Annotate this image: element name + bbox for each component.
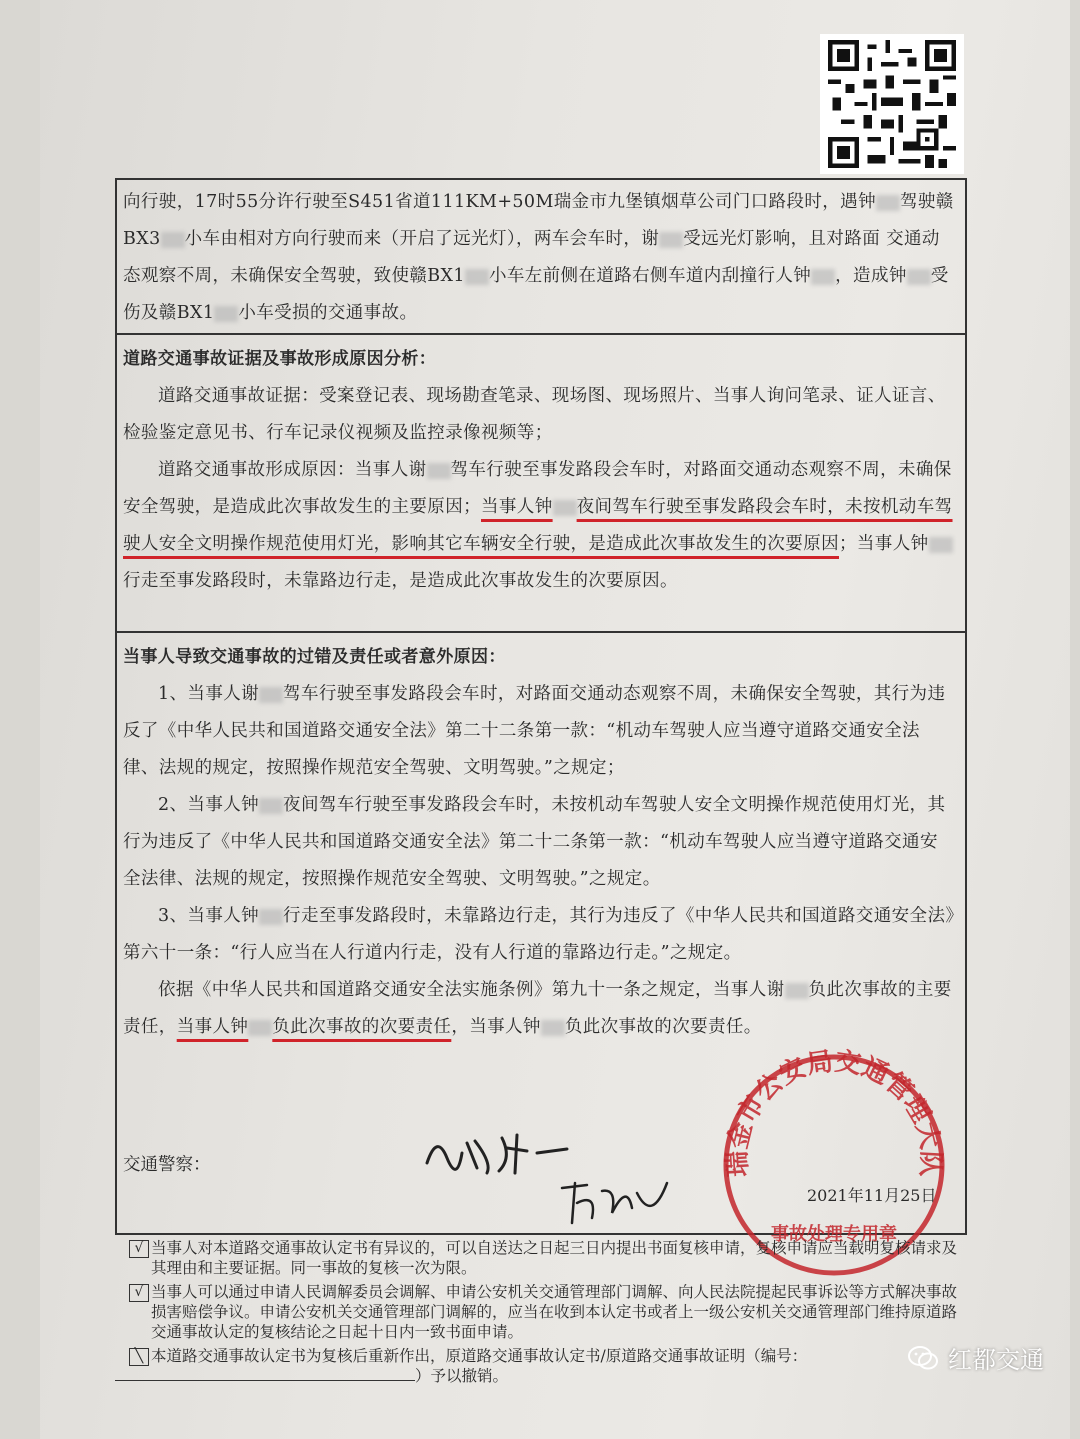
redaction [259, 798, 283, 814]
redaction [259, 687, 283, 703]
desc-line-7: ，造成钟 [835, 266, 907, 286]
redaction [876, 195, 900, 211]
redaction [259, 909, 283, 925]
redaction [465, 269, 489, 285]
fault-item-1: 1、当事人谢 驾车行驶至事发路段会车时，对路面交通动态观察不周，未确保安全驾驶，其行为违反了《中华人民共和国道路交通安全法》第二十二条第一款：“机动车驾驶人应当遵守道路交通安全法律、法规的规定，按照操作规范安全驾驶、文明驾驶。”之规定； [123, 684, 946, 778]
checkbox-struck: ╲ [129, 1348, 149, 1366]
highlighted-cause: 当事人钟 夜间驾车行驶至事发路段会车时，未按机动车驾驶人安全文明操作规范使用灯光，影响其它车辆安全行驶，是造成此次事故发生的次要原因 [123, 497, 953, 554]
svg-text:瑞金市公安局交通管理大队 [722, 1047, 945, 1178]
blank-line [115, 1367, 415, 1381]
note-revocation: ╲ 本道路交通事故认定书为复核后重新作出，原道路交通事故认定书/原道路交通事故证明（编号： ）予以撤销。 [115, 1346, 970, 1386]
redaction [785, 983, 809, 999]
watermark-text: 红都交通 [948, 1346, 1044, 1374]
note-review: √ 当事人对本道路交通事故认定书有异议的，可以自送达之日起三日内提出书面复核申请，复核申请应当载明复核请求及其理由和主要证据。同一事故的复核一次为限。 [115, 1238, 970, 1278]
cause-text: 道路交通事故形成原因：当事人谢 [158, 460, 427, 480]
desc-line-1: 向行驶，17时55分许行驶至S451省道111KM+50M瑞金市九堡镇烟草公司门口路段时，遇钟 [123, 192, 876, 212]
seal-text: 瑞金市公安局交通管理大队 [722, 1046, 946, 1178]
police-label: 交通警察： [123, 1155, 211, 1175]
redaction [907, 269, 931, 285]
cause-text: 行走至事发路段时，未靠路边行走，是造成此次事故发生的次要原因。 [123, 571, 678, 591]
plate-bx3: BX3 [123, 229, 161, 249]
desc-line-3: 小车由相对方向行驶而来（开启了远光灯），两车会车时，谢 [184, 229, 660, 249]
qr-code [820, 34, 964, 174]
fault-item-3: 3、当事人钟 行走至事发路段时，未靠路边行走，其行为违反了《中华人民共和国道路交通安全法》第六十一条：“行人应当在人行道内行走，没有人行道的靠路边行走。”之规定。 [123, 906, 955, 963]
redaction [659, 232, 683, 248]
watermark [908, 1340, 1044, 1375]
wechat-icon [908, 1345, 938, 1371]
redaction [214, 306, 238, 322]
desc-line-5: 交通动态观察不周，未确保安全驾驶，致使赣BX1 [123, 229, 940, 286]
responsibility-basis: 依据《中华人民共和国道路交通安全法实施条例》第九十一条之规定，当事人谢 负此次事故的主要责任，当事人钟 负此次事故的次要责任，当事人钟 负此次事故的次要责任。 [123, 980, 952, 1037]
notes-section [115, 1238, 970, 1390]
redaction [811, 269, 835, 285]
desc-line-2: 驾驶赣 [899, 192, 954, 212]
redaction [161, 232, 185, 248]
checkbox-checked: √ [129, 1284, 149, 1302]
desc-line-6: 小车左前侧在道路右侧车道内刮撞行人钟 [488, 266, 812, 286]
cause-text: ；当事人钟 [839, 534, 929, 554]
highlighted-responsibility: 当事人钟 负此次事故的次要责任 [176, 1017, 452, 1037]
seal-subtext: 事故处理专用章 [771, 1224, 897, 1245]
evidence-heading: 道路交通事故证据及事故形成原因分析： [123, 349, 437, 369]
evidence-analysis [117, 335, 965, 633]
desc-line-8: 受伤及赣BX1 [123, 266, 949, 323]
redaction [541, 1020, 565, 1036]
evidence-list: 道路交通事故证据：受案登记表、现场勘查笔录、现场图、现场照片、当事人询问笔录、证人证言、检验鉴定意见书、行车记录仪视频及监控录像视频等； [123, 386, 946, 443]
fault-heading: 当事人导致交通事故的过错及责任或者意外原因： [123, 647, 506, 667]
cause-text: 驾车行驶至事发路段会车时，对路面交通动态观察不周，未确保安全驾驶，是造成此次事故发生的主要原因； [123, 460, 952, 517]
desc-line-4: 受远光灯影响，且对路面 [683, 229, 881, 249]
officer-signature-1 [417, 1123, 617, 1183]
redaction [248, 1020, 272, 1036]
checkbox-checked: √ [129, 1240, 149, 1258]
cause-analysis [123, 452, 955, 600]
redaction [929, 537, 953, 553]
accident-description [117, 180, 965, 335]
note-mediation: √ 当事人可以通过申请人民调解委员会调解、申请公安机关交通管理部门调解、向人民法院提起民事诉讼等方式解决事故损害赔偿争议。申请公安机关交通管理部门调解的，应当在收到本认定书或者上一级公安机关交通管理部门维持原道路交通事故认定的复核结论之日起十日内一致书面申请。 [115, 1282, 970, 1342]
officer-signature-2 [557, 1173, 697, 1233]
redaction [553, 500, 577, 516]
fault-item-2: 2、当事人钟 夜间驾车行驶至事发路段会车时，未按机动车驾驶人安全文明操作规范使用灯光，其行为违反了《中华人民共和国道路交通安全法》第二十二条第一款：“机动车驾驶人应当遵守道路交通安全法律、法规的规定，按照操作规范安全驾驶、文明驾驶。”之规定。 [123, 795, 946, 889]
issue-date: 2021年11月25日 [807, 1186, 937, 1205]
redaction [427, 463, 451, 479]
desc-line-9: 小车受损的交通事故。 [238, 303, 418, 323]
